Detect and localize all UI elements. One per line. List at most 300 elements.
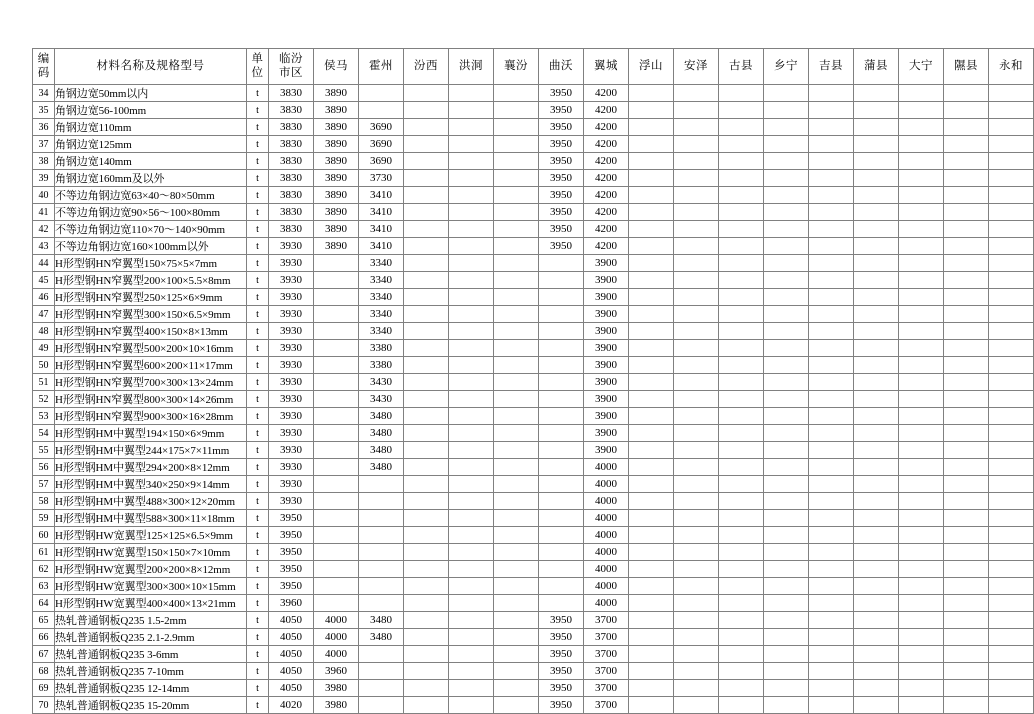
cell-price-quwo[interactable] — [539, 595, 584, 612]
cell-price-jixian[interactable] — [809, 323, 854, 340]
cell-price-yicheng[interactable]: 4000 — [584, 544, 629, 561]
cell-price-anze[interactable] — [674, 306, 719, 323]
cell-price-anze[interactable] — [674, 595, 719, 612]
cell-price-xiangning[interactable] — [764, 646, 809, 663]
cell-price-puxian[interactable] — [854, 306, 899, 323]
cell-price-huozhou[interactable]: 3410 — [359, 221, 404, 238]
cell-price-yonghe[interactable] — [989, 510, 1034, 527]
cell-price-huozhou[interactable]: 3690 — [359, 136, 404, 153]
cell-price-xiangning[interactable] — [764, 527, 809, 544]
cell-price-houma[interactable]: 3960 — [314, 663, 359, 680]
cell-unit[interactable]: t — [247, 544, 269, 561]
cell-price-yonghe[interactable] — [989, 425, 1034, 442]
cell-price-guxian1[interactable] — [719, 697, 764, 714]
cell-price-xiangfen[interactable] — [494, 527, 539, 544]
cell-price-houma[interactable] — [314, 476, 359, 493]
cell-price-puxian[interactable] — [854, 187, 899, 204]
cell-price-quwo[interactable] — [539, 578, 584, 595]
cell-price-quwo[interactable]: 3950 — [539, 238, 584, 255]
cell-price-hongdong[interactable] — [449, 357, 494, 374]
cell-price-yicheng[interactable]: 3700 — [584, 663, 629, 680]
cell-price-quwo[interactable]: 3950 — [539, 136, 584, 153]
cell-price-houma[interactable] — [314, 391, 359, 408]
cell-price-xiangning[interactable] — [764, 102, 809, 119]
cell-price-fushan[interactable] — [629, 527, 674, 544]
cell-price-huozhou[interactable] — [359, 476, 404, 493]
table-row[interactable] — [33, 493, 1034, 510]
cell-price-anze[interactable] — [674, 357, 719, 374]
cell-price-hongdong[interactable] — [449, 425, 494, 442]
cell-price-anze[interactable] — [674, 476, 719, 493]
cell-price-xixian[interactable] — [944, 629, 989, 646]
cell-price-huozhou[interactable] — [359, 680, 404, 697]
table-row[interactable] — [33, 204, 1034, 221]
cell-price-yicheng[interactable]: 3700 — [584, 680, 629, 697]
cell-price-jixian[interactable] — [809, 476, 854, 493]
cell-material-name[interactable]: H形型钢HN窄翼型200×100×5.5×8mm — [55, 272, 247, 289]
cell-price-guxian1[interactable] — [719, 272, 764, 289]
cell-price-guxian1[interactable] — [719, 442, 764, 459]
cell-price-yicheng[interactable]: 4000 — [584, 510, 629, 527]
cell-price-fenxi[interactable] — [404, 578, 449, 595]
table-row[interactable] — [33, 119, 1034, 136]
cell-price-xiangning[interactable] — [764, 629, 809, 646]
cell-price-houma[interactable]: 3890 — [314, 204, 359, 221]
cell-price-jixian[interactable] — [809, 357, 854, 374]
cell-price-jixian[interactable] — [809, 442, 854, 459]
cell-price-hongdong[interactable] — [449, 459, 494, 476]
cell-price-linfen[interactable]: 4050 — [269, 612, 314, 629]
cell-price-fushan[interactable] — [629, 544, 674, 561]
cell-price-anze[interactable] — [674, 612, 719, 629]
cell-price-jixian[interactable] — [809, 697, 854, 714]
cell-price-daning[interactable] — [899, 646, 944, 663]
cell-price-puxian[interactable] — [854, 578, 899, 595]
cell-price-jixian[interactable] — [809, 136, 854, 153]
cell-price-linfen[interactable]: 3930 — [269, 374, 314, 391]
cell-price-huozhou[interactable]: 3480 — [359, 612, 404, 629]
cell-price-jixian[interactable] — [809, 102, 854, 119]
cell-unit[interactable]: t — [247, 289, 269, 306]
cell-price-anze[interactable] — [674, 272, 719, 289]
cell-price-linfen[interactable]: 4020 — [269, 697, 314, 714]
cell-price-yonghe[interactable] — [989, 289, 1034, 306]
cell-price-fenxi[interactable] — [404, 476, 449, 493]
cell-code[interactable]: 38 — [33, 153, 55, 170]
cell-price-yonghe[interactable] — [989, 663, 1034, 680]
cell-price-daning[interactable] — [899, 544, 944, 561]
cell-price-huozhou[interactable] — [359, 102, 404, 119]
cell-price-puxian[interactable] — [854, 136, 899, 153]
cell-price-yicheng[interactable]: 4000 — [584, 578, 629, 595]
cell-price-guxian1[interactable] — [719, 136, 764, 153]
cell-price-fushan[interactable] — [629, 629, 674, 646]
cell-price-fenxi[interactable] — [404, 153, 449, 170]
cell-price-guxian1[interactable] — [719, 680, 764, 697]
cell-price-fushan[interactable] — [629, 153, 674, 170]
cell-unit[interactable]: t — [247, 561, 269, 578]
cell-price-linfen[interactable]: 3930 — [269, 323, 314, 340]
cell-price-linfen[interactable]: 3830 — [269, 170, 314, 187]
cell-price-daning[interactable] — [899, 459, 944, 476]
cell-price-xiangning[interactable] — [764, 255, 809, 272]
cell-price-xiangfen[interactable] — [494, 510, 539, 527]
cell-price-jixian[interactable] — [809, 391, 854, 408]
cell-price-houma[interactable] — [314, 527, 359, 544]
cell-price-xixian[interactable] — [944, 238, 989, 255]
table-row[interactable] — [33, 646, 1034, 663]
cell-price-xiangfen[interactable] — [494, 408, 539, 425]
cell-price-yicheng[interactable]: 3700 — [584, 697, 629, 714]
cell-price-puxian[interactable] — [854, 238, 899, 255]
cell-price-yicheng[interactable]: 3900 — [584, 357, 629, 374]
cell-code[interactable]: 52 — [33, 391, 55, 408]
cell-price-daning[interactable] — [899, 510, 944, 527]
cell-unit[interactable]: t — [247, 697, 269, 714]
cell-code[interactable]: 66 — [33, 629, 55, 646]
cell-price-daning[interactable] — [899, 374, 944, 391]
cell-price-yicheng[interactable]: 3900 — [584, 374, 629, 391]
cell-price-hongdong[interactable] — [449, 663, 494, 680]
cell-price-yicheng[interactable]: 3900 — [584, 272, 629, 289]
cell-price-xiangfen[interactable] — [494, 289, 539, 306]
cell-price-fenxi[interactable] — [404, 221, 449, 238]
cell-price-fushan[interactable] — [629, 391, 674, 408]
cell-price-xiangning[interactable] — [764, 408, 809, 425]
cell-price-daning[interactable] — [899, 255, 944, 272]
cell-price-guxian1[interactable] — [719, 221, 764, 238]
cell-material-name[interactable]: H形型钢HN窄翼型600×200×11×17mm — [55, 357, 247, 374]
cell-code[interactable]: 44 — [33, 255, 55, 272]
cell-price-xiangning[interactable] — [764, 561, 809, 578]
cell-price-daning[interactable] — [899, 221, 944, 238]
cell-price-xixian[interactable] — [944, 544, 989, 561]
cell-price-fenxi[interactable] — [404, 374, 449, 391]
cell-price-houma[interactable] — [314, 306, 359, 323]
cell-price-fushan[interactable] — [629, 272, 674, 289]
cell-price-houma[interactable] — [314, 408, 359, 425]
cell-material-name[interactable]: H形型钢HW宽翼型400×400×13×21mm — [55, 595, 247, 612]
cell-price-yonghe[interactable] — [989, 153, 1034, 170]
cell-price-jixian[interactable] — [809, 408, 854, 425]
cell-price-xixian[interactable] — [944, 510, 989, 527]
cell-price-anze[interactable] — [674, 561, 719, 578]
cell-price-xiangning[interactable] — [764, 425, 809, 442]
cell-price-yicheng[interactable]: 3900 — [584, 408, 629, 425]
cell-price-fenxi[interactable] — [404, 629, 449, 646]
cell-price-xixian[interactable] — [944, 204, 989, 221]
cell-price-quwo[interactable] — [539, 289, 584, 306]
cell-price-jixian[interactable] — [809, 646, 854, 663]
cell-code[interactable]: 47 — [33, 306, 55, 323]
cell-price-houma[interactable] — [314, 442, 359, 459]
cell-price-huozhou[interactable]: 3340 — [359, 255, 404, 272]
cell-price-quwo[interactable] — [539, 510, 584, 527]
cell-price-daning[interactable] — [899, 476, 944, 493]
cell-price-linfen[interactable]: 3930 — [269, 357, 314, 374]
cell-price-daning[interactable] — [899, 357, 944, 374]
cell-code[interactable]: 58 — [33, 493, 55, 510]
cell-price-xiangning[interactable] — [764, 663, 809, 680]
cell-price-anze[interactable] — [674, 221, 719, 238]
cell-price-fenxi[interactable] — [404, 204, 449, 221]
cell-price-hongdong[interactable] — [449, 629, 494, 646]
cell-price-anze[interactable] — [674, 680, 719, 697]
cell-price-puxian[interactable] — [854, 697, 899, 714]
cell-price-guxian1[interactable] — [719, 187, 764, 204]
cell-price-jixian[interactable] — [809, 374, 854, 391]
cell-price-fenxi[interactable] — [404, 357, 449, 374]
cell-price-huozhou[interactable]: 3340 — [359, 306, 404, 323]
cell-price-huozhou[interactable]: 3380 — [359, 340, 404, 357]
cell-unit[interactable]: t — [247, 187, 269, 204]
table-row[interactable] — [33, 629, 1034, 646]
cell-material-name[interactable]: 角钢边宽125mm — [55, 136, 247, 153]
cell-price-xiangfen[interactable] — [494, 85, 539, 102]
cell-price-fushan[interactable] — [629, 289, 674, 306]
cell-price-houma[interactable]: 3890 — [314, 136, 359, 153]
cell-unit[interactable]: t — [247, 340, 269, 357]
cell-price-quwo[interactable]: 3950 — [539, 204, 584, 221]
cell-price-puxian[interactable] — [854, 153, 899, 170]
cell-unit[interactable]: t — [247, 510, 269, 527]
cell-price-daning[interactable] — [899, 561, 944, 578]
cell-price-anze[interactable] — [674, 408, 719, 425]
table-row[interactable] — [33, 408, 1034, 425]
cell-price-fushan[interactable] — [629, 680, 674, 697]
cell-price-hongdong[interactable] — [449, 119, 494, 136]
cell-price-anze[interactable] — [674, 544, 719, 561]
cell-price-fenxi[interactable] — [404, 646, 449, 663]
cell-price-hongdong[interactable] — [449, 255, 494, 272]
cell-price-puxian[interactable] — [854, 442, 899, 459]
cell-unit[interactable]: t — [247, 493, 269, 510]
cell-price-linfen[interactable]: 4050 — [269, 646, 314, 663]
cell-price-linfen[interactable]: 3950 — [269, 544, 314, 561]
cell-price-quwo[interactable] — [539, 323, 584, 340]
cell-unit[interactable]: t — [247, 442, 269, 459]
cell-price-yonghe[interactable] — [989, 323, 1034, 340]
cell-price-quwo[interactable]: 3950 — [539, 612, 584, 629]
cell-price-xiangfen[interactable] — [494, 612, 539, 629]
cell-material-name[interactable]: 热轧普通钢板Q235 1.5-2mm — [55, 612, 247, 629]
cell-unit[interactable]: t — [247, 85, 269, 102]
cell-price-yicheng[interactable]: 4000 — [584, 527, 629, 544]
cell-unit[interactable]: t — [247, 629, 269, 646]
cell-price-yicheng[interactable]: 3900 — [584, 255, 629, 272]
cell-code[interactable]: 34 — [33, 85, 55, 102]
cell-price-guxian1[interactable] — [719, 527, 764, 544]
cell-price-yicheng[interactable]: 4200 — [584, 221, 629, 238]
cell-price-fushan[interactable] — [629, 442, 674, 459]
table-row[interactable] — [33, 255, 1034, 272]
cell-unit[interactable]: t — [247, 119, 269, 136]
cell-material-name[interactable]: H形型钢HM中翼型294×200×8×12mm — [55, 459, 247, 476]
cell-price-guxian1[interactable] — [719, 578, 764, 595]
cell-code[interactable]: 51 — [33, 374, 55, 391]
cell-price-yicheng[interactable]: 3900 — [584, 306, 629, 323]
cell-price-yicheng[interactable]: 4000 — [584, 493, 629, 510]
cell-material-name[interactable]: H形型钢HW宽翼型200×200×8×12mm — [55, 561, 247, 578]
cell-price-puxian[interactable] — [854, 221, 899, 238]
cell-price-xiangning[interactable] — [764, 391, 809, 408]
cell-price-hongdong[interactable] — [449, 391, 494, 408]
cell-price-anze[interactable] — [674, 374, 719, 391]
cell-price-xiangning[interactable] — [764, 697, 809, 714]
cell-price-yonghe[interactable] — [989, 442, 1034, 459]
cell-price-daning[interactable] — [899, 119, 944, 136]
cell-price-fenxi[interactable] — [404, 323, 449, 340]
cell-price-xiangning[interactable] — [764, 289, 809, 306]
cell-material-name[interactable]: 不等边角钢边宽160×100mm以外 — [55, 238, 247, 255]
cell-price-fushan[interactable] — [629, 408, 674, 425]
cell-material-name[interactable]: 热轧普通钢板Q235 12-14mm — [55, 680, 247, 697]
cell-price-linfen[interactable]: 4050 — [269, 629, 314, 646]
cell-price-puxian[interactable] — [854, 85, 899, 102]
cell-material-name[interactable]: 不等边角钢边宽63×40～80×50mm — [55, 187, 247, 204]
cell-price-huozhou[interactable] — [359, 646, 404, 663]
cell-unit[interactable]: t — [247, 374, 269, 391]
cell-price-linfen[interactable]: 3930 — [269, 306, 314, 323]
cell-unit[interactable]: t — [247, 204, 269, 221]
cell-code[interactable]: 55 — [33, 442, 55, 459]
cell-price-daning[interactable] — [899, 204, 944, 221]
cell-price-huozhou[interactable]: 3340 — [359, 289, 404, 306]
cell-price-xiangfen[interactable] — [494, 391, 539, 408]
cell-price-huozhou[interactable]: 3690 — [359, 119, 404, 136]
table-row[interactable] — [33, 476, 1034, 493]
cell-price-yonghe[interactable] — [989, 374, 1034, 391]
cell-price-yonghe[interactable] — [989, 170, 1034, 187]
cell-unit[interactable]: t — [247, 102, 269, 119]
cell-unit[interactable]: t — [247, 357, 269, 374]
cell-price-fenxi[interactable] — [404, 119, 449, 136]
cell-price-huozhou[interactable] — [359, 510, 404, 527]
cell-price-linfen[interactable]: 3950 — [269, 527, 314, 544]
cell-price-quwo[interactable] — [539, 442, 584, 459]
cell-price-fushan[interactable] — [629, 238, 674, 255]
cell-price-quwo[interactable] — [539, 425, 584, 442]
cell-price-xixian[interactable] — [944, 136, 989, 153]
cell-price-fushan[interactable] — [629, 476, 674, 493]
cell-code[interactable]: 57 — [33, 476, 55, 493]
cell-price-xixian[interactable] — [944, 680, 989, 697]
cell-price-fushan[interactable] — [629, 663, 674, 680]
cell-price-fenxi[interactable] — [404, 459, 449, 476]
cell-price-puxian[interactable] — [854, 170, 899, 187]
cell-price-quwo[interactable] — [539, 561, 584, 578]
cell-price-puxian[interactable] — [854, 102, 899, 119]
cell-price-xiangning[interactable] — [764, 340, 809, 357]
cell-unit[interactable]: t — [247, 578, 269, 595]
cell-price-yonghe[interactable] — [989, 119, 1034, 136]
cell-price-houma[interactable] — [314, 561, 359, 578]
cell-material-name[interactable]: 热轧普通钢板Q235 7-10mm — [55, 663, 247, 680]
cell-price-huozhou[interactable]: 3480 — [359, 408, 404, 425]
cell-price-houma[interactable] — [314, 323, 359, 340]
cell-price-hongdong[interactable] — [449, 204, 494, 221]
cell-price-houma[interactable] — [314, 340, 359, 357]
cell-material-name[interactable]: H形型钢HN窄翼型150×75×5×7mm — [55, 255, 247, 272]
cell-price-fushan[interactable] — [629, 85, 674, 102]
cell-code[interactable]: 62 — [33, 561, 55, 578]
cell-price-daning[interactable] — [899, 612, 944, 629]
cell-price-jixian[interactable] — [809, 204, 854, 221]
cell-unit[interactable]: t — [247, 646, 269, 663]
cell-price-guxian1[interactable] — [719, 340, 764, 357]
cell-unit[interactable]: t — [247, 476, 269, 493]
cell-price-hongdong[interactable] — [449, 680, 494, 697]
cell-price-fenxi[interactable] — [404, 527, 449, 544]
cell-price-anze[interactable] — [674, 323, 719, 340]
cell-price-daning[interactable] — [899, 153, 944, 170]
cell-price-daning[interactable] — [899, 289, 944, 306]
cell-price-linfen[interactable]: 3830 — [269, 85, 314, 102]
cell-price-anze[interactable] — [674, 255, 719, 272]
cell-price-quwo[interactable]: 3950 — [539, 85, 584, 102]
cell-price-jixian[interactable] — [809, 85, 854, 102]
cell-price-houma[interactable] — [314, 510, 359, 527]
cell-price-xixian[interactable] — [944, 357, 989, 374]
cell-price-guxian1[interactable] — [719, 119, 764, 136]
cell-price-guxian1[interactable] — [719, 476, 764, 493]
cell-price-linfen[interactable]: 3930 — [269, 255, 314, 272]
cell-code[interactable]: 45 — [33, 272, 55, 289]
cell-price-xixian[interactable] — [944, 340, 989, 357]
cell-price-fushan[interactable] — [629, 510, 674, 527]
cell-price-jixian[interactable] — [809, 595, 854, 612]
cell-price-fushan[interactable] — [629, 357, 674, 374]
cell-price-xiangfen[interactable] — [494, 680, 539, 697]
cell-price-guxian1[interactable] — [719, 153, 764, 170]
cell-price-fenxi[interactable] — [404, 136, 449, 153]
cell-unit[interactable]: t — [247, 425, 269, 442]
cell-price-puxian[interactable] — [854, 323, 899, 340]
cell-code[interactable]: 67 — [33, 646, 55, 663]
cell-unit[interactable]: t — [247, 306, 269, 323]
cell-price-daning[interactable] — [899, 306, 944, 323]
cell-price-puxian[interactable] — [854, 340, 899, 357]
cell-price-xixian[interactable] — [944, 323, 989, 340]
cell-code[interactable]: 59 — [33, 510, 55, 527]
cell-price-guxian1[interactable] — [719, 646, 764, 663]
cell-price-guxian1[interactable] — [719, 170, 764, 187]
cell-price-hongdong[interactable] — [449, 476, 494, 493]
cell-price-guxian1[interactable] — [719, 323, 764, 340]
cell-price-quwo[interactable]: 3950 — [539, 680, 584, 697]
cell-price-jixian[interactable] — [809, 170, 854, 187]
table-row[interactable] — [33, 544, 1034, 561]
cell-price-jixian[interactable] — [809, 119, 854, 136]
cell-price-linfen[interactable]: 3930 — [269, 425, 314, 442]
cell-price-xixian[interactable] — [944, 646, 989, 663]
cell-price-hongdong[interactable] — [449, 221, 494, 238]
cell-price-linfen[interactable]: 3930 — [269, 476, 314, 493]
cell-code[interactable]: 56 — [33, 459, 55, 476]
cell-price-anze[interactable] — [674, 289, 719, 306]
cell-price-guxian1[interactable] — [719, 493, 764, 510]
cell-price-xiangning[interactable] — [764, 544, 809, 561]
cell-price-huozhou[interactable] — [359, 595, 404, 612]
cell-price-huozhou[interactable]: 3480 — [359, 629, 404, 646]
cell-price-huozhou[interactable]: 3690 — [359, 153, 404, 170]
cell-price-puxian[interactable] — [854, 527, 899, 544]
cell-price-quwo[interactable] — [539, 357, 584, 374]
cell-price-puxian[interactable] — [854, 595, 899, 612]
cell-price-jixian[interactable] — [809, 510, 854, 527]
cell-price-anze[interactable] — [674, 493, 719, 510]
cell-price-linfen[interactable]: 3930 — [269, 289, 314, 306]
